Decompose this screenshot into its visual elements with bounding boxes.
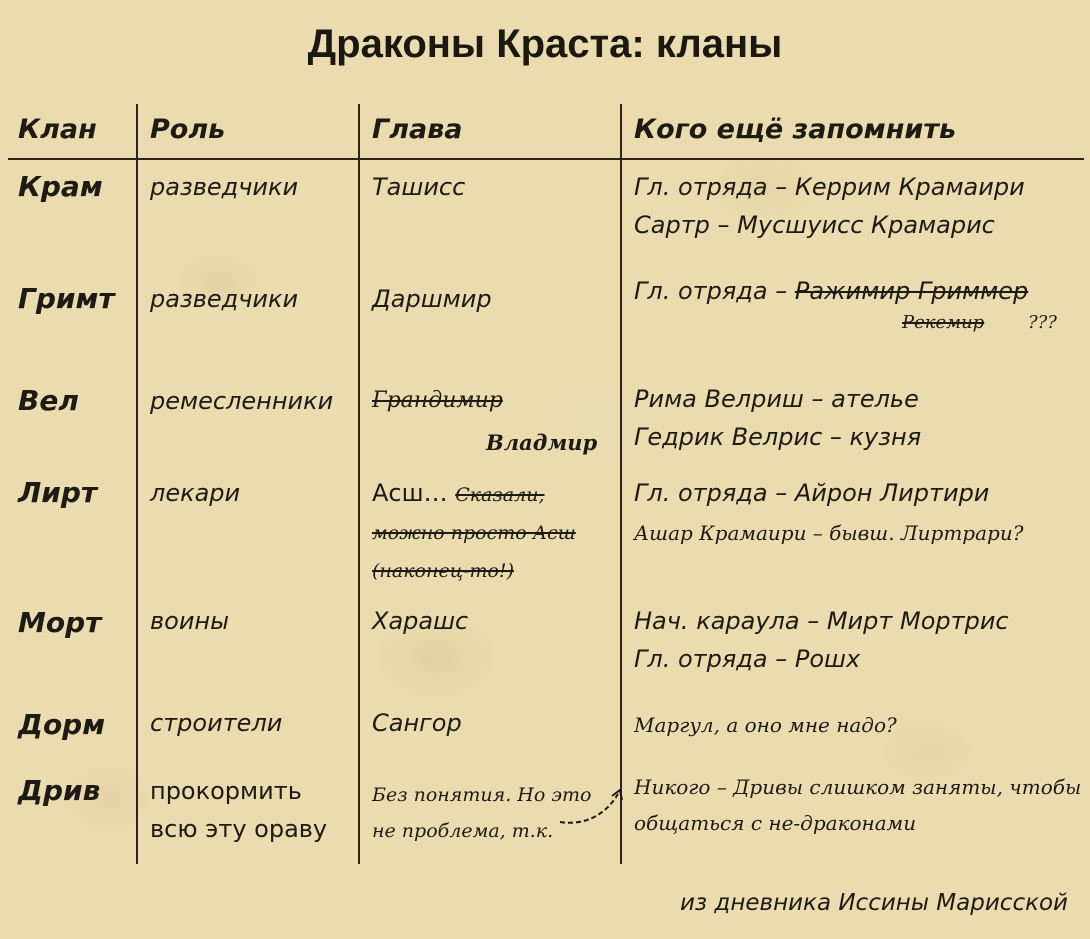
clan-name: Вел <box>18 384 79 417</box>
head-cell: Ташисс <box>372 173 466 201</box>
struck-head: Грандимир <box>372 388 503 413</box>
arrow-icon <box>556 770 640 830</box>
struck-name: Ражимир Гриммер <box>794 277 1029 305</box>
column-divider <box>620 104 622 864</box>
header-divider <box>8 158 1084 160</box>
remember-cell: Гл. отряда – Айрон Лиртири <box>634 479 990 507</box>
clan-name: Дорм <box>18 708 106 741</box>
header-role: Роль <box>150 114 226 145</box>
handwritten-note: ??? <box>1028 312 1057 333</box>
column-divider <box>358 104 360 864</box>
page-title: Драконы Краста: кланы <box>307 22 783 66</box>
remember-cell: Нач. караула – Мирт Мортрис <box>634 607 1009 635</box>
handwritten-note: Владмир <box>486 430 598 455</box>
handwritten-note: не проблема, т.к. <box>372 820 554 842</box>
handwritten-note: общаться с не-драконами <box>634 811 917 835</box>
handwritten-note: Без понятия. Но это <box>372 784 592 806</box>
remember-cell: Гедрик Велрис – кузня <box>634 423 922 451</box>
clan-name: Крам <box>18 170 103 203</box>
clan-name: Лирт <box>18 476 98 509</box>
head-cell: Сангор <box>372 709 462 737</box>
role-cell: ремесленники <box>150 387 334 415</box>
clan-name: Гримт <box>18 282 115 315</box>
remember-cell: Сартр – Мусшуисс Крамарис <box>634 211 995 239</box>
head-cell <box>372 474 545 514</box>
head-cell: Даршмир <box>372 285 492 313</box>
footer-caption: из дневника Иссины Марисской <box>679 890 1068 916</box>
column-divider <box>136 104 138 864</box>
role-cell: строители <box>150 709 283 737</box>
remember-prefix: Гл. отряда – <box>634 277 795 305</box>
header-head: Глава <box>372 114 463 145</box>
role-cell: прокормить <box>150 777 302 805</box>
header-clan: Клан <box>18 114 97 145</box>
role-cell: лекари <box>150 479 241 507</box>
head-cell: Харашс <box>372 607 469 635</box>
role-cell: воины <box>150 607 230 635</box>
remember-cell: Рима Велриш – ателье <box>634 385 919 413</box>
header-remember: Кого ещё запомнить <box>634 114 957 145</box>
role-cell: разведчики <box>150 285 299 313</box>
clan-name: Морт <box>18 606 102 639</box>
remember-cell: Гл. отряда – Рошх <box>634 645 861 673</box>
struck-note: можно просто Асш <box>372 522 576 544</box>
handwritten-note: Никого – Дривы слишком заняты, чтобы <box>634 775 1082 799</box>
head-name: Асш… <box>372 479 448 507</box>
struck-note: Сказали, <box>455 484 545 506</box>
handwritten-note: Маргул, а оно мне надо? <box>634 713 897 737</box>
struck-note: (наконец-то!) <box>372 560 514 582</box>
clan-name: Дрив <box>18 774 101 807</box>
role-cell: разведчики <box>150 173 299 201</box>
remember-cell: Гл. отряда – Керрим Крамаири <box>634 173 1025 201</box>
handwritten-note: Ашар Крамаири – бывш. Лиртрари? <box>634 521 1024 545</box>
role-cell: всю эту ораву <box>150 815 328 843</box>
handwritten-note: Рекемир <box>902 312 985 333</box>
